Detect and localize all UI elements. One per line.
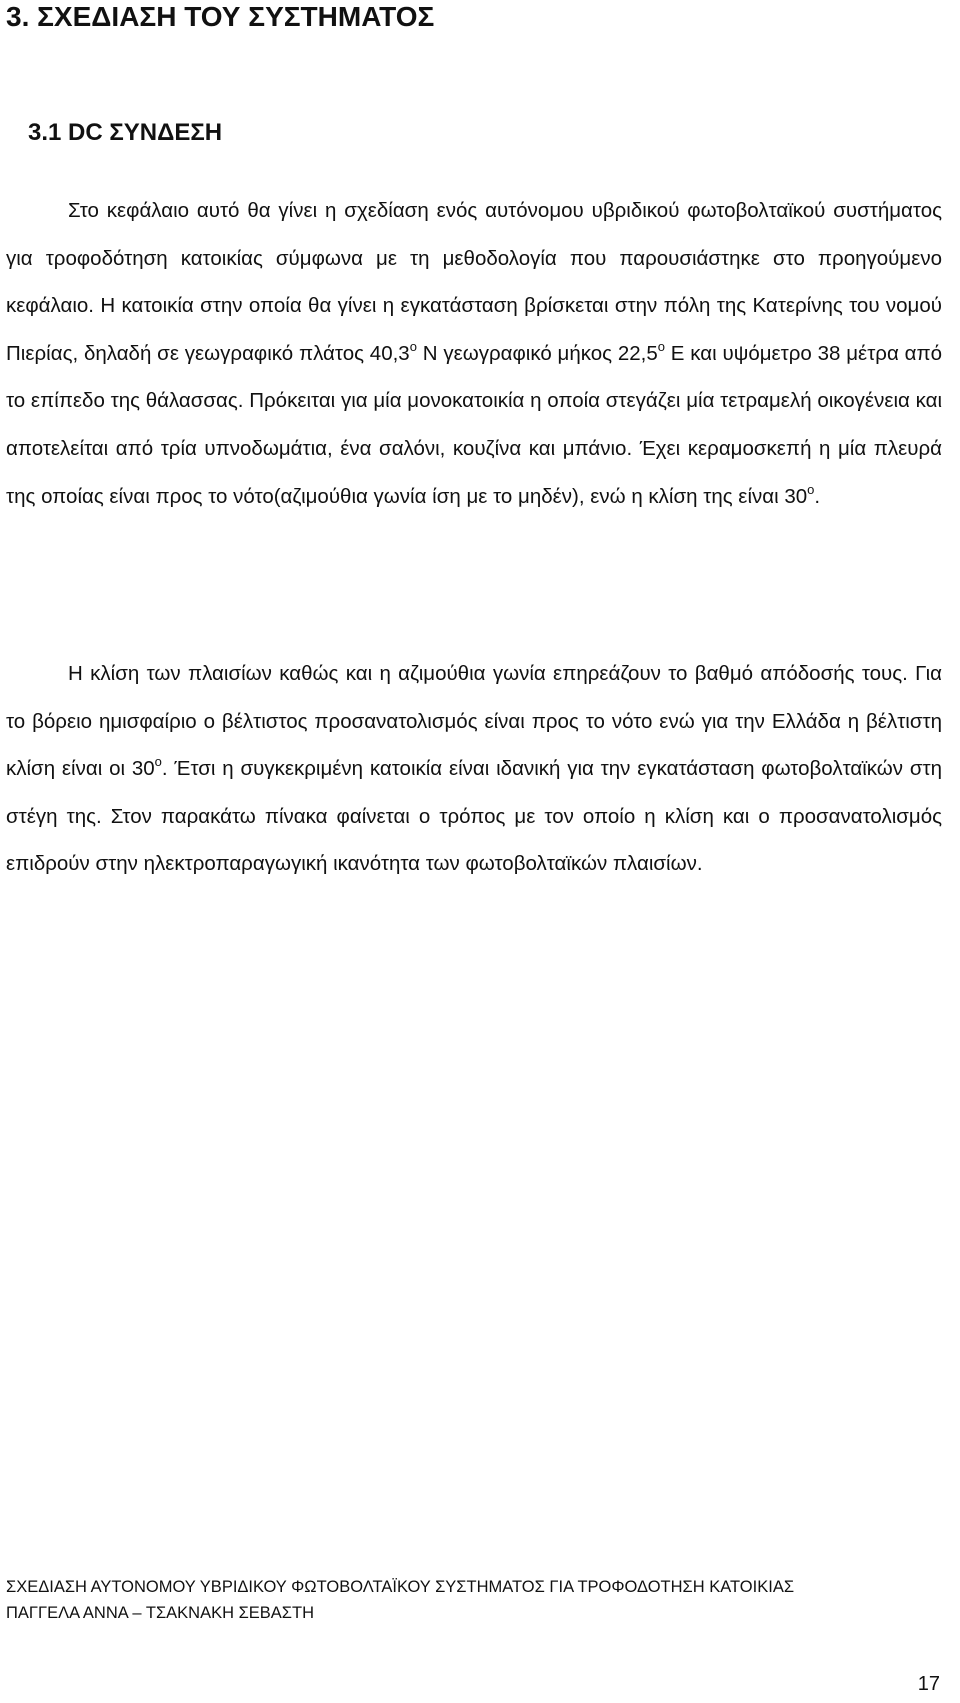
page-number: 17 <box>917 1673 940 1695</box>
footer-thesis-title: ΣΧΕΔΙΑΣΗ ΑΥΤΟΝΟΜΟΥ ΥΒΡΙΔΙΚΟΥ ΦΩΤΟΒΟΛΤΑΪΚΟΥ ΣΥΣΤΗΜΑΤΟΣ ΓΙΑ ΤΡΟΦΟΔΟΤΗΣΗ ΚΑΤΟΙΚΙΑΣ <box>6 1578 795 1596</box>
paragraph-1-text-2: Ν γεωγραφικό μήκος 22,5 <box>416 341 658 365</box>
body-paragraph-1 <box>6 187 942 520</box>
paragraph-2-text-1: Η κλίση των πλαισίων καθώς και η αζιμούθια γωνία επηρεάζουν το βαθμό απόδοσής τους. Για το βόρειο ημισφαίριο ο βέλτιστος προσανατολισμός είναι προς το νότο ενώ για την Ελλάδα η βέλτιστη κλίση είναι οι 30 <box>6 662 942 781</box>
degree-superscript: ο <box>807 481 815 497</box>
degree-superscript: ο <box>154 754 162 770</box>
paragraph-1-text-4: . <box>814 484 821 508</box>
chapter-title: 3. ΣΧΕΔΙΑΣΗ ΤΟΥ ΣΥΣΤΗΜΑΤΟΣ <box>6 1 435 32</box>
paragraph-1-text-1: Στο κεφάλαιο αυτό θα γίνει η σχεδίαση ενός αυτόνομου υβριδικού φωτοβολταϊκού συστήματος για τροφοδότηση κατοικίας σύμφωνα με τη μεθοδολογία που παρουσιάστηκε στο προηγούμενο κεφάλαιο. Η κατοικία στην οποία θα γίνει η εγκατάσταση βρίσκεται στην πόλη της Κατερίνης του νομού Πιερίας, δηλαδή σε γεωγραφικό πλάτος 40,3 <box>6 199 942 365</box>
degree-superscript: ο <box>657 338 665 354</box>
degree-superscript: ο <box>409 338 417 354</box>
section-title: 3.1 DC ΣΥΝΔΕΣΗ <box>28 119 223 146</box>
paragraph-1-text-3: Ε και υψόμετρο 38 μέτρα από το επίπεδο της θάλασσας. Πρόκειται για μία μονοκατοικία η οποία στεγάζει μία τετραμελή οικογένεια και αποτελείται από τρία υπνοδωμάτια, ένα σαλόνι, κουζίνα και μπάνιο. Έχει κεραμοσκεπή η μία πλευρά της οποίας είναι προς το νότο(αζιμούθια γωνία ίση με το μηδέν), ενώ η κλίση της είναι 30 <box>6 341 942 508</box>
footer-authors: ΠΑΓΓΕΛΑ ΑΝΝΑ – ΤΣΑΚΝΑΚΗ ΣΕΒΑΣΤΗ <box>6 1604 314 1622</box>
body-paragraph-2 <box>6 650 942 888</box>
paragraph-2-text-2: . Έτσι η συγκεκριμένη κατοικία είναι ιδανική για την εγκατάσταση φωτοβολταϊκών στη στέγη της. Στον παρακάτω πίνακα φαίνεται ο τρόπος με τον οποίο η κλίση και ο προσανατολισμός επιδρούν στην ηλεκτροπαραγωγική ικανότητα των φωτοβολταϊκών πλαισίων. <box>6 757 943 876</box>
page-footer <box>6 1574 794 1626</box>
